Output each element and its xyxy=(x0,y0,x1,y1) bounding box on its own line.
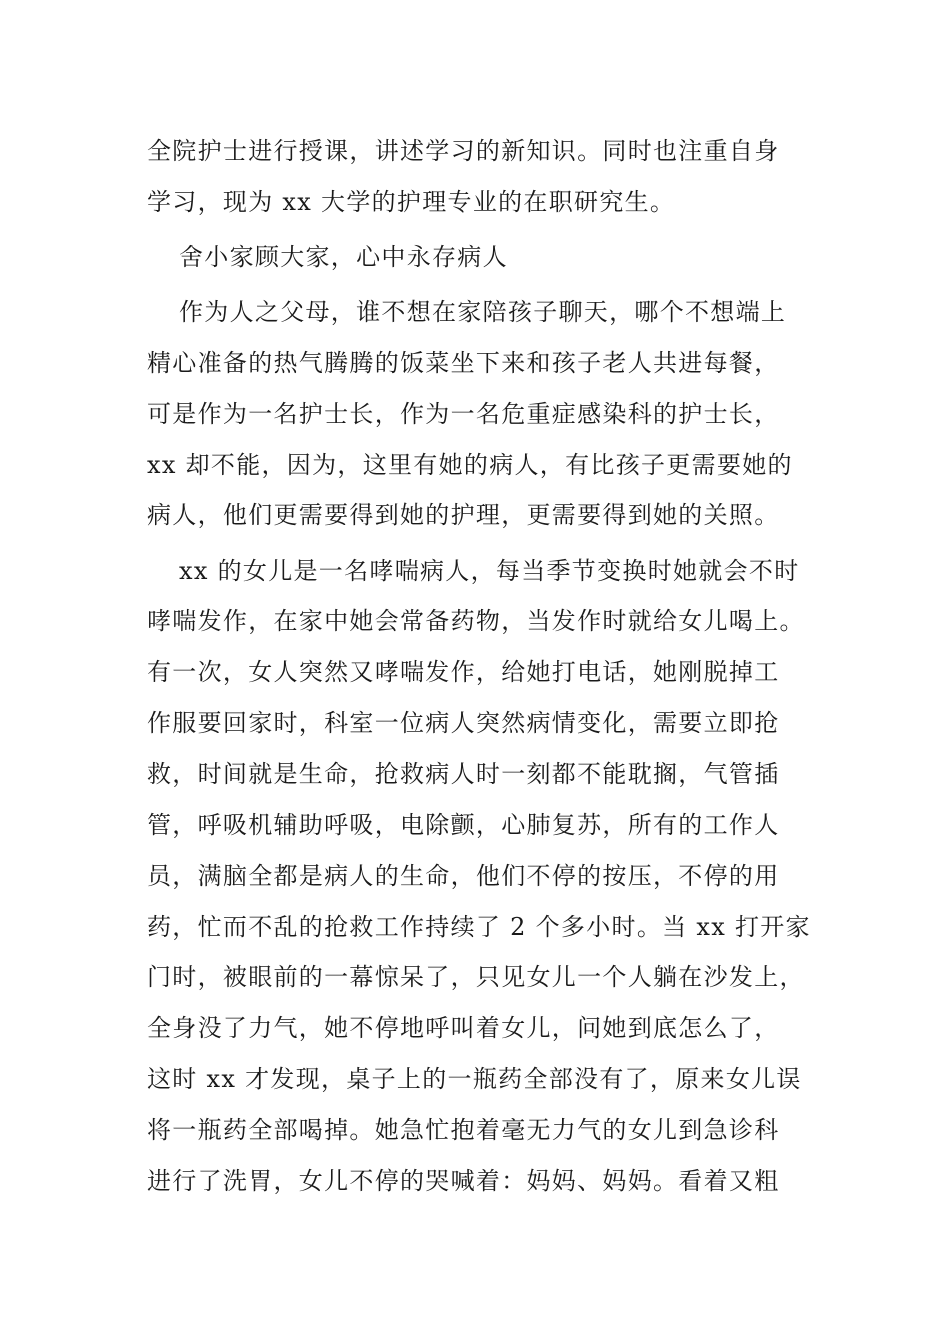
paragraph-line: 病人，他们更需要得到她的护理，更需要得到她的关照。 xyxy=(147,501,780,529)
paragraph-line: 有一次，女人突然又哮喘发作，给她打电话，她刚脱掉工 xyxy=(147,658,780,686)
paragraph-line: 作为人之父母，谁不想在家陪孩子聊天，哪个不想端上 xyxy=(179,298,787,326)
text-line: 学习，现为 xx 大学的护理专业的在职研究生。 xyxy=(147,188,676,216)
section-heading: 舍小家顾大家，心中永存病人 xyxy=(179,243,508,271)
text-line: 全院护士进行授课，讲述学习的新知识。同时也注重自身 xyxy=(147,137,780,165)
paragraph-line: 这时 xx 才发现，桌子上的一瓶药全部没有了，原来女儿误 xyxy=(147,1065,802,1093)
paragraph-line: 全身没了力气，她不停地呼叫着女儿，问她到底怎么了， xyxy=(147,1014,780,1042)
paragraph-line: 作服要回家时，科室一位病人突然病情变化，需要立即抢 xyxy=(147,709,780,737)
paragraph-line: 将一瓶药全部喝掉。她急忙抱着毫无力气的女儿到急诊科 xyxy=(147,1116,780,1144)
paragraph-line: 精心准备的热气腾腾的饭菜坐下来和孩子老人共进每餐， xyxy=(147,349,780,377)
paragraph-line: 药，忙而不乱的抢救工作持续了 2 个多小时。当 xx 打开家 xyxy=(147,913,811,941)
paragraph-line: 员，满脑全都是病人的生命，他们不停的按压，不停的用 xyxy=(147,862,780,890)
paragraph-line: 哮喘发作，在家中她会常备药物，当发作时就给女儿喝上。 xyxy=(147,607,805,635)
paragraph-line: 进行了洗胃，女儿不停的哭喊着：妈妈、妈妈。看着又粗 xyxy=(147,1167,780,1195)
paragraph-line: xx 的女儿是一名哮喘病人，每当季节变换时她就会不时 xyxy=(179,557,800,585)
paragraph-line: 可是作为一名护士长，作为一名危重症感染科的护士长， xyxy=(147,400,780,428)
paragraph-line: 管，呼吸机辅助呼吸，电除颤，心肺复苏，所有的工作人 xyxy=(147,811,780,839)
paragraph-line: 救，时间就是生命，抢救病人时一刻都不能耽搁，气管插 xyxy=(147,760,780,788)
paragraph-line: 门时，被眼前的一幕惊呆了，只见女儿一个人躺在沙发上， xyxy=(147,963,805,991)
paragraph-line: xx 却不能，因为，这里有她的病人，有比孩子更需要她的 xyxy=(147,451,793,479)
